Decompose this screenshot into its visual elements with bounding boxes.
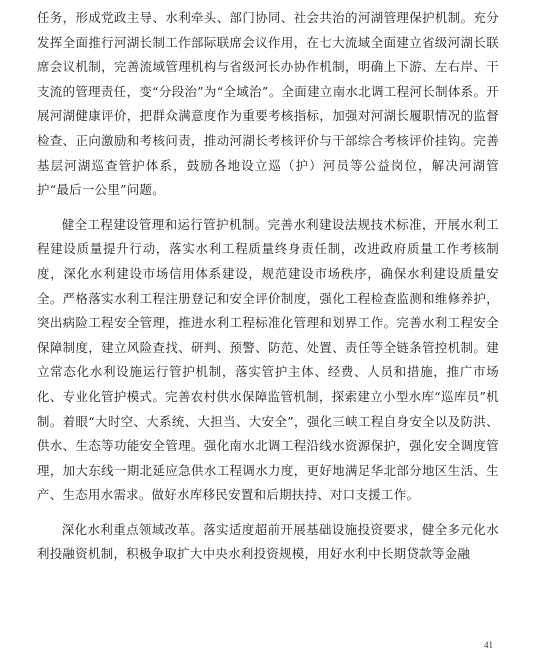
paragraph-3: 深化水利重点领域改革。落实适度超前开展基础设施投资要求，健全多元化水利投融资机制，积极争取扩大中央水利投资规模，用好水利中长期贷款等金融 xyxy=(37,521,499,562)
paragraph-1: 任务，形成党政主导、水利牵头、部门协同、社会共治的河湖管理保护机制。充分发挥全面推行河湖长制工作部际联席会议作用，在七大流域全面建立省级河湖长联席会议机制，完善流域管理机构与省级河长办协作机制，明确上下游、左右岸、干支流的管理责任，变“分段治”为“全域治”。全面建立南水北调工程河长制体系。开展河湖健康评价，把群众满意度作为重要考核指标，加强对河湖长履职情况的监督检查、正向激励和考核问责，推动河湖长考核评价与干部综合考核评价挂钩。完善基层河湖巡查管护体系，鼓励各地设立巡（护）河员等公益岗位，解决河湖管护“最后一公里”问题。 xyxy=(37,10,499,198)
page-number: 41 xyxy=(484,640,493,650)
document-body xyxy=(37,6,499,577)
paragraph-2: 健全工程建设管理和运行管护机制。完善水利建设法规技术标准，开展水利工程建设质量提升行动，落实水利工程质量终身责任制，改进政府质量工作考核制度，深化水利建设市场信用体系建设，规范建设市场秩序，确保水利建设质量安全。严格落实水利工程注册登记和安全评价制度，强化工程检查监测和维修养护，突出病险工程安全管理，推进水利工程标准化管理和划界工作。完善水利工程安全保障制度，建立风险查找、研判、预警、防范、处置、责任等全链条管控机制。建立常态化水利设施运行管护机制，落实管护主体、经费、人员和措施，推广市场化、专业化管护模式。完善农村供水保障监管机制，探索建立小型水库“巡库员”机制。着眼“大时空、大系统、大担当、大安全”，强化三峡工程自身安全以及防洪、供水、生态等功能安全管理。强化南水北调工程沿线水资源保护，强化安全调度管理，加大东线一期北延应急供水工程调水力度，更好地满足华北部分地区生活、生产、生态用水需求。做好水库移民安置和后期扶持、对口支援工作。 xyxy=(37,216,499,503)
